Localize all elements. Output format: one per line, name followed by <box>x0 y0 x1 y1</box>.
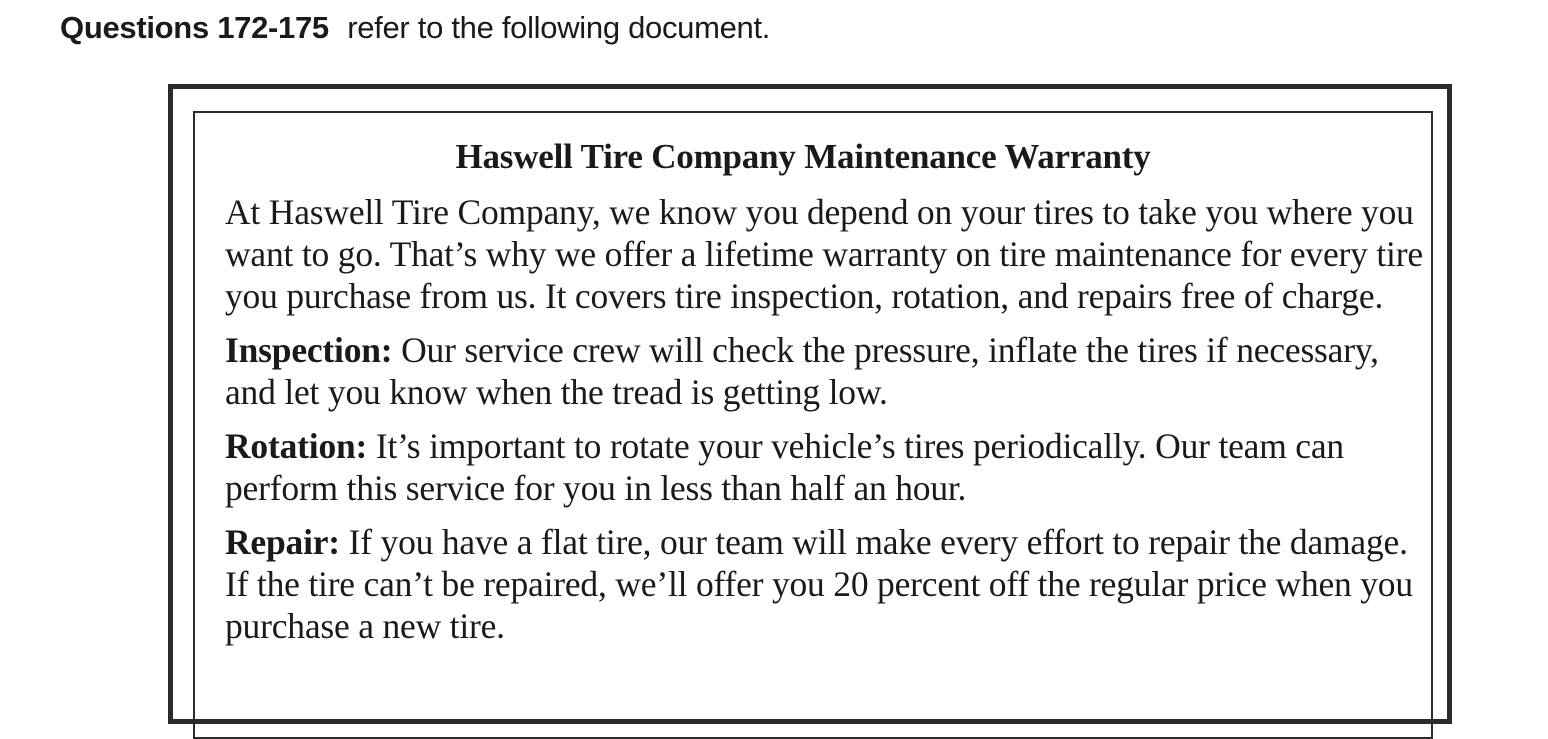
inspection-paragraph <box>225 329 1425 413</box>
intro-paragraph: At Haswell Tire Company, we know you depend on your tires to take you where you want to go. That’s why we offer a lifetime warranty on tire maintenance for every tire you purchase from us. It covers tire inspection, rotation, and repairs free of charge. <box>225 192 1423 316</box>
inspection-label: Inspection: <box>225 330 393 370</box>
rotation-paragraph <box>225 425 1425 509</box>
inspection-text: Our service crew will check the pressure, inflate the tires if necessary, and let you know when the tread is getting low. <box>225 330 1379 412</box>
question-instruction: refer to the following document. <box>347 10 771 45</box>
repair-text: If you have a flat tire, our team will make every effort to repair the damage. If the tire can’t be repaired, we’ll offer you 20 percent off the regular price when you purchase a new tire. <box>225 522 1413 646</box>
question-range: Questions 172-175 <box>60 10 329 45</box>
question-header <box>60 10 770 46</box>
rotation-label: Rotation: <box>225 426 368 466</box>
repair-paragraph <box>225 521 1425 647</box>
rotation-text: It’s important to rotate your vehicle’s tires periodically. Our team can perform this service for you in less than half an hour. <box>225 426 1344 508</box>
document-title: Haswell Tire Company Maintenance Warranty <box>455 137 1151 176</box>
warranty-document <box>225 136 1425 659</box>
repair-label: Repair: <box>225 522 340 562</box>
